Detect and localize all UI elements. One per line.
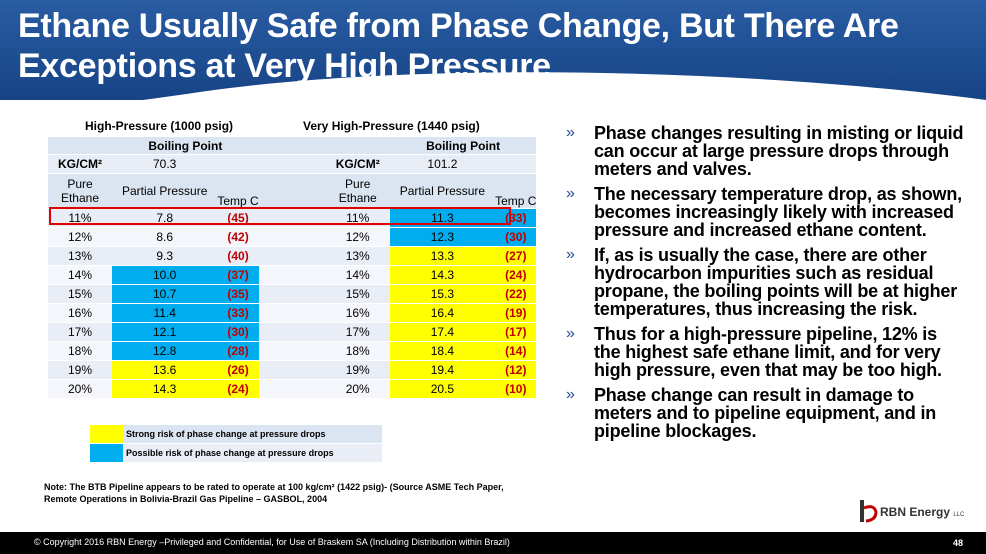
left-temp-cell: (28): [217, 342, 258, 361]
left-partial-pressure-cell: 13.6: [112, 361, 217, 380]
left-temp-cell: (42): [217, 228, 258, 247]
bullet-marker-icon: »: [566, 325, 575, 342]
left-temp-cell: (30): [217, 323, 258, 342]
highlight-11-percent-row: [49, 207, 511, 225]
left-partial-pressure-cell: 10.0: [112, 266, 217, 285]
legend-strong-label: Strong risk of phase change at pressure drops: [126, 429, 326, 439]
left-ethane-cell: 14%: [48, 266, 112, 285]
right-ethane-cell: 13%: [326, 247, 390, 266]
left-ethane-cell: 17%: [48, 323, 112, 342]
slide-title: Ethane Usually Safe from Phase Change, But There Are Exceptions at Very High Pressure: [18, 7, 899, 85]
footer-bar: [0, 532, 986, 554]
table-row: [48, 285, 536, 304]
right-partial-pressure-cell: 17.4: [390, 323, 495, 342]
yellow-swatch: [90, 425, 123, 443]
logo-name: RBN Energy: [880, 505, 951, 519]
left-partial-pressure-cell: 9.3: [112, 247, 217, 266]
right-pure-ethane-header: Pure Ethane: [326, 174, 390, 209]
bullet-item: [566, 124, 966, 178]
left-temp-cell: (35): [217, 285, 258, 304]
title-banner: [0, 0, 986, 100]
right-ethane-cell: 12%: [326, 228, 390, 247]
right-partial-pressure-cell: 13.3: [390, 247, 495, 266]
left-ethane-cell: 19%: [48, 361, 112, 380]
bullet-marker-icon: »: [566, 185, 575, 202]
legend-strong-risk: [90, 425, 382, 443]
bullet-marker-icon: »: [566, 246, 575, 263]
page-number: 48: [953, 538, 964, 548]
spacer-cell: [259, 323, 326, 342]
legend-possible-label: Possible risk of phase change at pressure drops: [126, 448, 334, 458]
copyright-text: © Copyright 2016 RBN Energy –Privileged and Confidential, for Use of Braskem SA (Including Distribution within Brazil): [34, 537, 510, 547]
spacer-cell: [259, 342, 326, 361]
left-boiling-point-header: Boiling Point: [112, 137, 259, 155]
bullet-item: [566, 386, 966, 440]
right-ethane-cell: 11%: [326, 209, 390, 228]
right-partial-pressure-cell: 16.4: [390, 304, 495, 323]
spacer-cell: [259, 380, 326, 399]
left-temp-cell: (45): [217, 209, 258, 228]
logo-suffix: LLC: [953, 512, 965, 518]
bullet-text: Phase change can result in damage to meters and to pipeline equipment, and in pipeline blockages.: [594, 385, 937, 441]
right-temp-cell: (12): [495, 361, 536, 380]
left-partial-pressure-cell: 12.1: [112, 323, 217, 342]
column-header-row: [48, 174, 536, 209]
left-temp-cell: (24): [217, 380, 258, 399]
left-temp-header: Temp C: [217, 174, 258, 209]
left-partial-pressure-cell: 14.3: [112, 380, 217, 399]
right-temp-cell: (33): [495, 209, 536, 228]
right-ethane-cell: 19%: [326, 361, 390, 380]
left-ethane-cell: 18%: [48, 342, 112, 361]
right-boiling-point-header: Boiling Point: [390, 137, 537, 155]
right-partial-pressure-cell: 14.3: [390, 266, 495, 285]
bullet-text: Phase changes resulting in misting or liquid can occur at large pressure drops through meters and valves.: [594, 123, 964, 179]
bullet-text: If, as is usually the case, there are other hydrocarbon impurities such as residual propane, the boiling points will be at higher temperatures, thus increasing the risk.: [594, 245, 958, 319]
right-ethane-cell: 20%: [326, 380, 390, 399]
left-partial-pressure-header: Partial Pressure: [112, 174, 217, 209]
bullet-list: [566, 124, 966, 447]
right-ethane-cell: 14%: [326, 266, 390, 285]
spacer-cell: [259, 285, 326, 304]
table-row: [48, 361, 536, 380]
right-partial-pressure-cell: 19.4: [390, 361, 495, 380]
table-section-header-row: [48, 137, 536, 155]
right-temp-header: Temp C: [495, 174, 536, 209]
right-temp-cell: (19): [495, 304, 536, 323]
right-kg-value: 101.2: [390, 155, 495, 174]
right-partial-pressure-cell: 18.4: [390, 342, 495, 361]
left-ethane-cell: 11%: [48, 209, 112, 228]
left-ethane-cell: 16%: [48, 304, 112, 323]
source-note: Note: The BTB Pipeline appears to be rated to operate at 100 kg/cm² (1422 psig)- (Source ASME Tech Paper, Remote Operations in Bolivia-Brazil Gas Pipeline – GASBOL, 2004: [44, 482, 504, 504]
right-temp-cell: (17): [495, 323, 536, 342]
rbn-energy-logo: [858, 498, 965, 526]
spacer-cell: [259, 304, 326, 323]
kg-row: [48, 155, 536, 174]
right-ethane-cell: 16%: [326, 304, 390, 323]
right-temp-cell: (10): [495, 380, 536, 399]
left-ethane-cell: 13%: [48, 247, 112, 266]
right-temp-cell: (27): [495, 247, 536, 266]
left-temp-cell: (33): [217, 304, 258, 323]
legend-possible-risk: [90, 444, 382, 462]
left-temp-cell: (26): [217, 361, 258, 380]
left-partial-pressure-cell: 11.4: [112, 304, 217, 323]
right-temp-cell: (22): [495, 285, 536, 304]
bullet-text: Thus for a high-pressure pipeline, 12% is the highest safe ethane limit, and for very high pressure, even that may be too high.: [594, 324, 942, 380]
bullet-item: [566, 246, 966, 318]
left-ethane-cell: 20%: [48, 380, 112, 399]
bullet-marker-icon: »: [566, 386, 575, 403]
left-partial-pressure-cell: 8.6: [112, 228, 217, 247]
spacer-cell: [259, 361, 326, 380]
left-partial-pressure-cell: 7.8: [112, 209, 217, 228]
rbn-logo-icon: [858, 498, 880, 524]
high-pressure-title: High-Pressure (1000 psig): [85, 119, 234, 133]
left-temp-cell: (37): [217, 266, 258, 285]
boiling-point-table: [48, 137, 536, 399]
right-partial-pressure-header: Partial Pressure: [390, 174, 495, 209]
right-temp-cell: (24): [495, 266, 536, 285]
table-row: [48, 228, 536, 247]
blue-swatch: [90, 444, 123, 462]
right-temp-cell: (30): [495, 228, 536, 247]
table-row: [48, 342, 536, 361]
spacer-cell: [259, 247, 326, 266]
right-partial-pressure-cell: 11.3: [390, 209, 495, 228]
left-ethane-cell: 12%: [48, 228, 112, 247]
left-partial-pressure-cell: 12.8: [112, 342, 217, 361]
right-kg-label: KG/CM²: [326, 155, 390, 174]
risk-legend: [90, 425, 382, 463]
left-temp-cell: (40): [217, 247, 258, 266]
left-kg-label: KG/CM²: [48, 155, 112, 174]
very-high-pressure-title: Very High-Pressure (1440 psig): [303, 119, 480, 133]
right-partial-pressure-cell: 12.3: [390, 228, 495, 247]
spacer-cell: [259, 228, 326, 247]
right-partial-pressure-cell: 20.5: [390, 380, 495, 399]
bullet-item: [566, 325, 966, 379]
right-temp-cell: (14): [495, 342, 536, 361]
right-ethane-cell: 18%: [326, 342, 390, 361]
spacer-cell: [259, 266, 326, 285]
left-ethane-cell: 15%: [48, 285, 112, 304]
right-partial-pressure-cell: 15.3: [390, 285, 495, 304]
table-row: [48, 380, 536, 399]
left-kg-value: 70.3: [112, 155, 217, 174]
left-partial-pressure-cell: 10.7: [112, 285, 217, 304]
right-ethane-cell: 15%: [326, 285, 390, 304]
table-row: [48, 247, 536, 266]
bullet-item: [566, 185, 966, 239]
left-pure-ethane-header: Pure Ethane: [48, 174, 112, 209]
bullet-marker-icon: »: [566, 124, 575, 141]
bullet-text: The necessary temperature drop, as shown, becomes increasingly likely with increased pressure and increased ethane content.: [594, 184, 962, 240]
table-row: [48, 304, 536, 323]
right-ethane-cell: 17%: [326, 323, 390, 342]
table-row: [48, 323, 536, 342]
table-row: [48, 266, 536, 285]
